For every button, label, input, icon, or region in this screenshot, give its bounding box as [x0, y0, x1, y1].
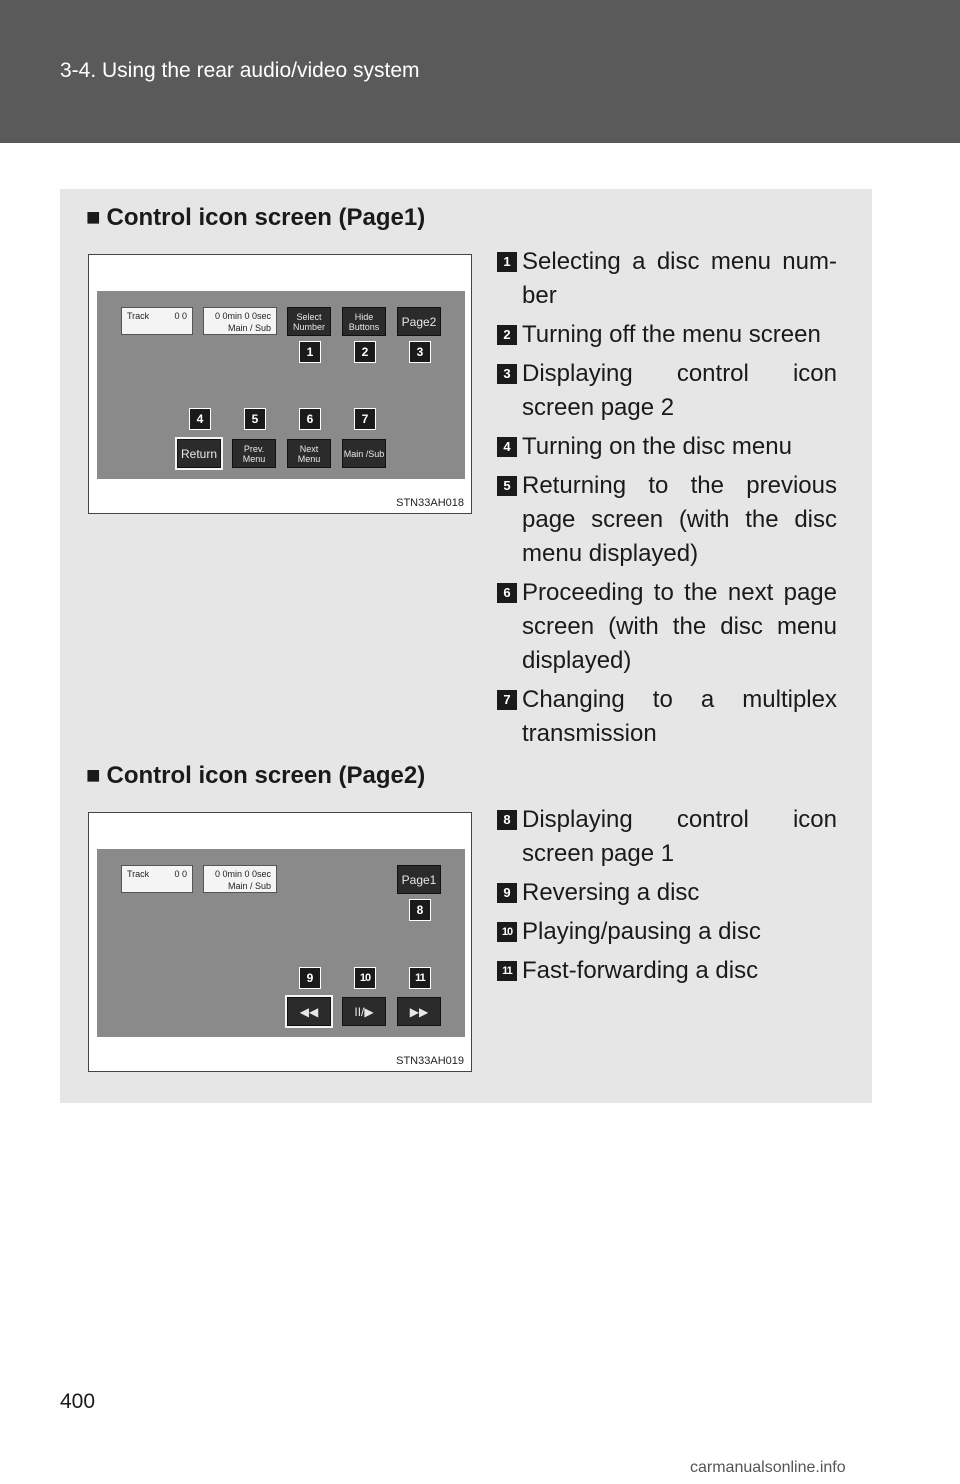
callout-badge: 4 [189, 408, 211, 430]
return-button[interactable]: Return [177, 439, 221, 468]
hide-buttons-button[interactable]: Hide Buttons [342, 307, 386, 336]
time-display: 0 0min 0 0sec Main / Sub [203, 865, 277, 893]
page-header [0, 0, 960, 143]
callout-badge: 6 [299, 408, 321, 430]
page2-item-list [497, 803, 837, 993]
figure-code: STN33AH019 [396, 1055, 464, 1067]
prev-menu-button[interactable]: Prev. Menu [232, 439, 276, 468]
time-display: 0 0min 0 0sec Main / Sub [203, 307, 277, 335]
callout-badge: 3 [409, 341, 431, 363]
list-item: 6 Proceeding to the next page screen (with the disc menu displayed) [497, 576, 837, 678]
rewind-button[interactable]: ◀◀ [287, 997, 331, 1026]
section-title-page1: ■ Control icon screen (Page1) [86, 204, 426, 231]
section-title-page2: ■ Control icon screen (Page2) [86, 762, 426, 789]
list-item: 7 Changing to a multiplex transmission [497, 683, 837, 751]
callout-badge: 10 [354, 967, 376, 989]
page-number: 400 [60, 1390, 96, 1413]
callout-badge: 7 [354, 408, 376, 430]
play-pause-button[interactable]: II/▶ [342, 997, 386, 1026]
page1-button[interactable]: Page1 [397, 865, 441, 894]
square-bullet-icon: ■ [86, 762, 101, 789]
next-menu-button[interactable]: Next Menu [287, 439, 331, 468]
page2-button[interactable]: Page2 [397, 307, 441, 336]
track-display: Track 0 0 [121, 865, 193, 893]
list-item: 10 Playing/pausing a disc [497, 915, 837, 949]
callout-badge: 2 [354, 341, 376, 363]
select-number-button[interactable]: Select Number [287, 307, 331, 336]
callout-badge: 8 [409, 899, 431, 921]
square-bullet-icon: ■ [86, 204, 101, 231]
screenshot-page2 [88, 812, 472, 1072]
list-item: 8 Displaying control icon screen page 1 [497, 803, 837, 871]
list-item: 11 Fast-forwarding a disc [497, 954, 837, 988]
screenshot-page1 [88, 254, 472, 514]
callout-badge: 5 [244, 408, 266, 430]
display-screen [97, 291, 465, 479]
list-item: 9 Reversing a disc [497, 876, 837, 910]
display-screen [97, 849, 465, 1037]
figure-code: STN33AH018 [396, 497, 464, 509]
fast-forward-button[interactable]: ▶▶ [397, 997, 441, 1026]
section-heading: 3-4. Using the rear audio/video system [60, 59, 420, 82]
callout-badge: 1 [299, 341, 321, 363]
callout-badge: 11 [409, 967, 431, 989]
main-sub-button[interactable]: Main /Sub [342, 439, 386, 468]
list-item: 5 Returning to the previous page screen (with the disc menu displayed) [497, 469, 837, 571]
list-item: 3 Displaying control icon screen page 2 [497, 357, 837, 425]
list-item: 2 Turning off the menu screen [497, 318, 837, 352]
list-item: 1 Selecting a disc menu num-ber [497, 245, 837, 313]
list-item: 4 Turning on the disc menu [497, 430, 837, 464]
page1-item-list [497, 245, 837, 756]
callout-badge: 9 [299, 967, 321, 989]
track-display: Track 0 0 [121, 307, 193, 335]
watermark: carmanualsonline.info [690, 1459, 846, 1476]
